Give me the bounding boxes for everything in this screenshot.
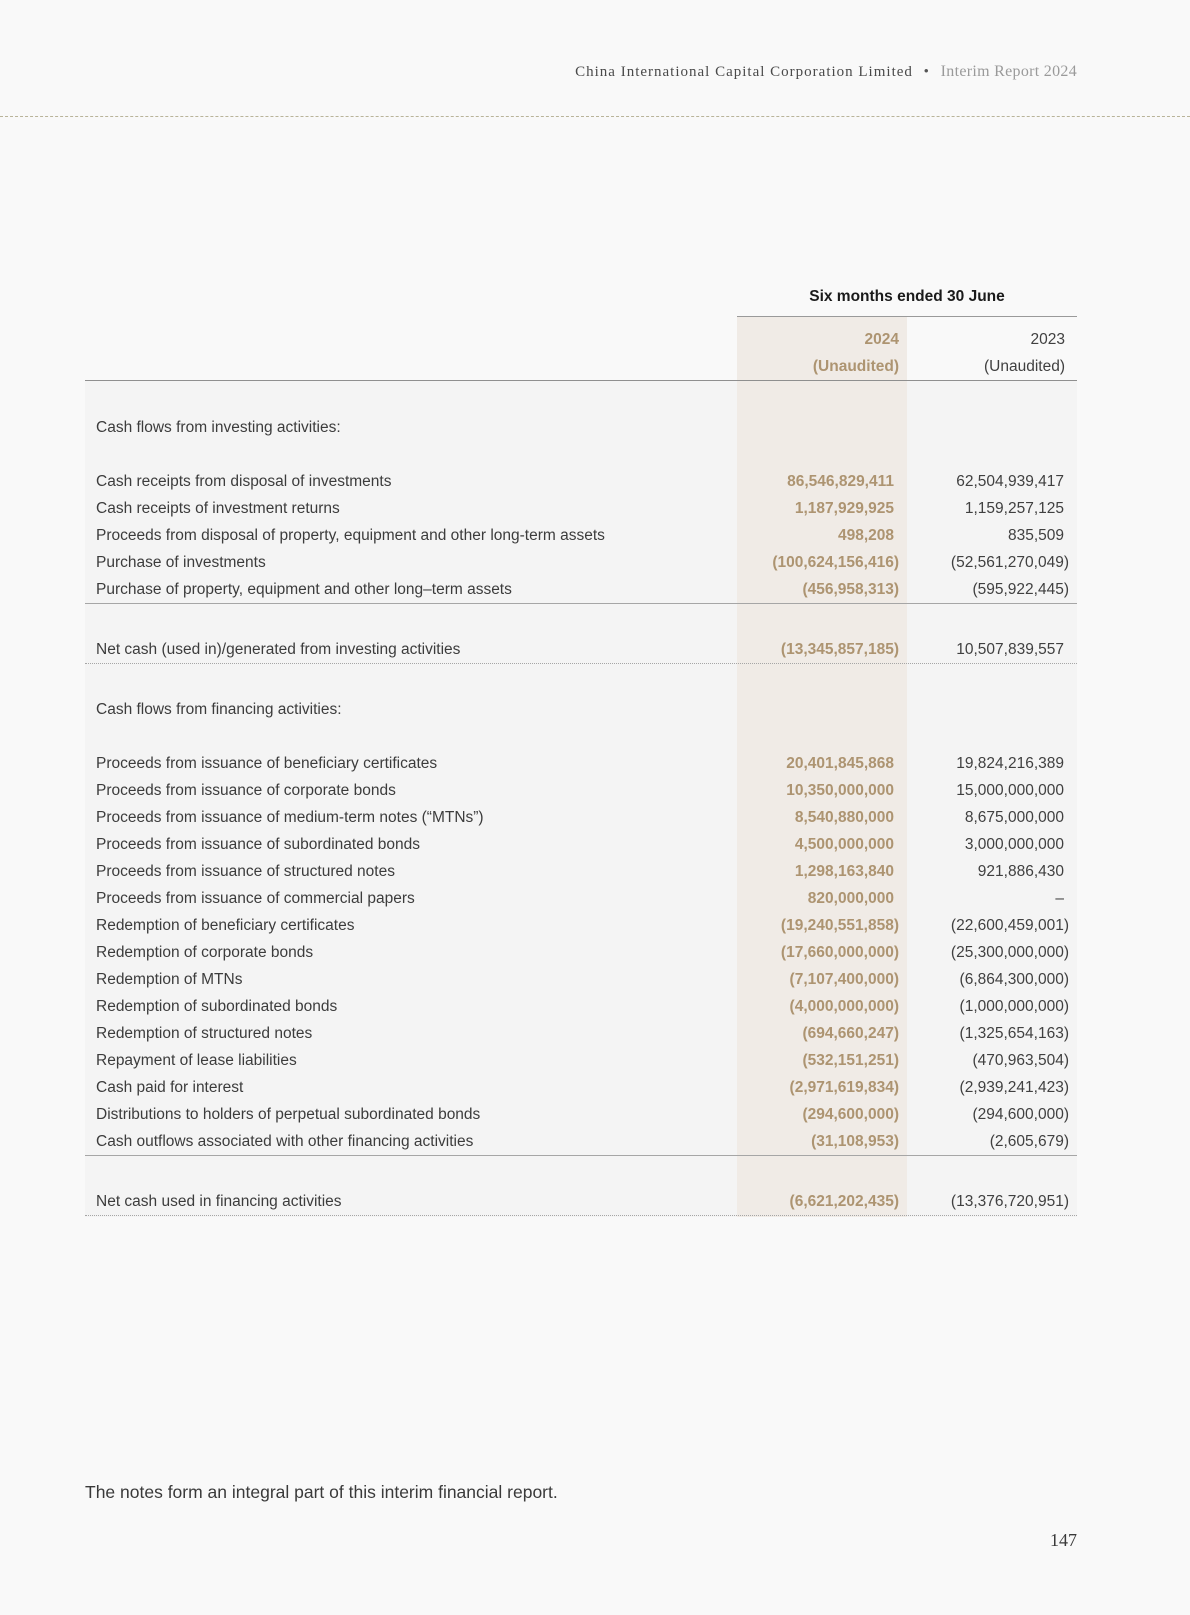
table-row: Proceeds from issuance of corporate bonds 10,350,000,000 15,000,000,000	[96, 782, 1064, 799]
table-row: Redemption of structured notes (694,660,247) (1,325,654,163)	[96, 1025, 1069, 1042]
current-status-header: (Unaudited)	[812, 358, 899, 375]
total-rule	[85, 1215, 1077, 1216]
header-separator: •	[923, 64, 930, 80]
period-heading: Six months ended 30 June	[809, 288, 1005, 305]
current-year-header: 2024	[864, 331, 899, 348]
table-row: Purchase of investments (100,624,156,416) (52,561,270,049)	[96, 554, 1069, 571]
table-row: Redemption of subordinated bonds (4,000,000,000) (1,000,000,000)	[96, 998, 1069, 1015]
section-heading-financing: Cash flows from financing activities:	[96, 701, 342, 718]
table-row: Redemption of corporate bonds (17,660,000,000) (25,300,000,000)	[96, 944, 1069, 961]
table-row: Proceeds from issuance of structured notes 1,298,163,840 921,886,430	[96, 863, 1064, 880]
header-divider	[0, 116, 1190, 117]
page-number: 147	[1050, 1530, 1077, 1550]
table-row: Proceeds from issuance of medium-term notes (“MTNs”) 8,540,880,000 8,675,000,000	[96, 809, 1064, 826]
total-rule	[85, 663, 1077, 664]
section-heading-investing: Cash flows from investing activities:	[96, 419, 341, 436]
table-row: Redemption of MTNs (7,107,400,000) (6,864,300,000)	[96, 971, 1069, 988]
header-rule	[85, 380, 1077, 381]
table-row: Proceeds from issuance of subordinated bonds 4,500,000,000 3,000,000,000	[96, 836, 1064, 853]
prior-status-header: (Unaudited)	[984, 358, 1065, 375]
table-row: Cash receipts from disposal of investments 86,546,829,411 62,504,939,417	[96, 473, 1064, 490]
report-title: Interim Report 2024	[940, 63, 1077, 80]
footnote: The notes form an integral part of this interim financial report.	[85, 1482, 558, 1502]
table-row: Cash receipts of investment returns 1,187,929,925 1,159,257,125	[96, 500, 1064, 517]
total-row-investing: Net cash (used in)/generated from investing activities (13,345,857,185) 10,507,839,557	[96, 641, 1064, 658]
table-row: Cash paid for interest (2,971,619,834) (2,939,241,423)	[96, 1079, 1069, 1096]
running-header	[575, 63, 1077, 81]
table-row: Purchase of property, equipment and other long–term assets (456,958,313) (595,922,445)	[96, 581, 1069, 598]
subtotal-rule	[85, 1155, 1077, 1156]
table-row: Proceeds from disposal of property, equipment and other long-term assets 498,208 835,509	[96, 527, 1064, 544]
table-row: Distributions to holders of perpetual subordinated bonds (294,600,000) (294,600,000)	[96, 1106, 1069, 1123]
table-row: Redemption of beneficiary certificates (19,240,551,858) (22,600,459,001)	[96, 917, 1069, 934]
period-heading-rule	[737, 316, 1077, 317]
company-name: China International Capital Corporation Limited	[575, 64, 913, 80]
table-row: Cash outflows associated with other financing activities (31,108,953) (2,605,679)	[96, 1133, 1069, 1150]
total-row-financing: Net cash used in financing activities (6,621,202,435) (13,376,720,951)	[96, 1193, 1069, 1210]
table-row: Repayment of lease liabilities (532,151,251) (470,963,504)	[96, 1052, 1069, 1069]
table-row: Proceeds from issuance of commercial papers 820,000,000 –	[96, 890, 1064, 907]
subtotal-rule	[85, 603, 1077, 604]
table-row: Proceeds from issuance of beneficiary certificates 20,401,845,868 19,824,216,389	[96, 755, 1064, 772]
prior-year-header: 2023	[1030, 331, 1065, 348]
